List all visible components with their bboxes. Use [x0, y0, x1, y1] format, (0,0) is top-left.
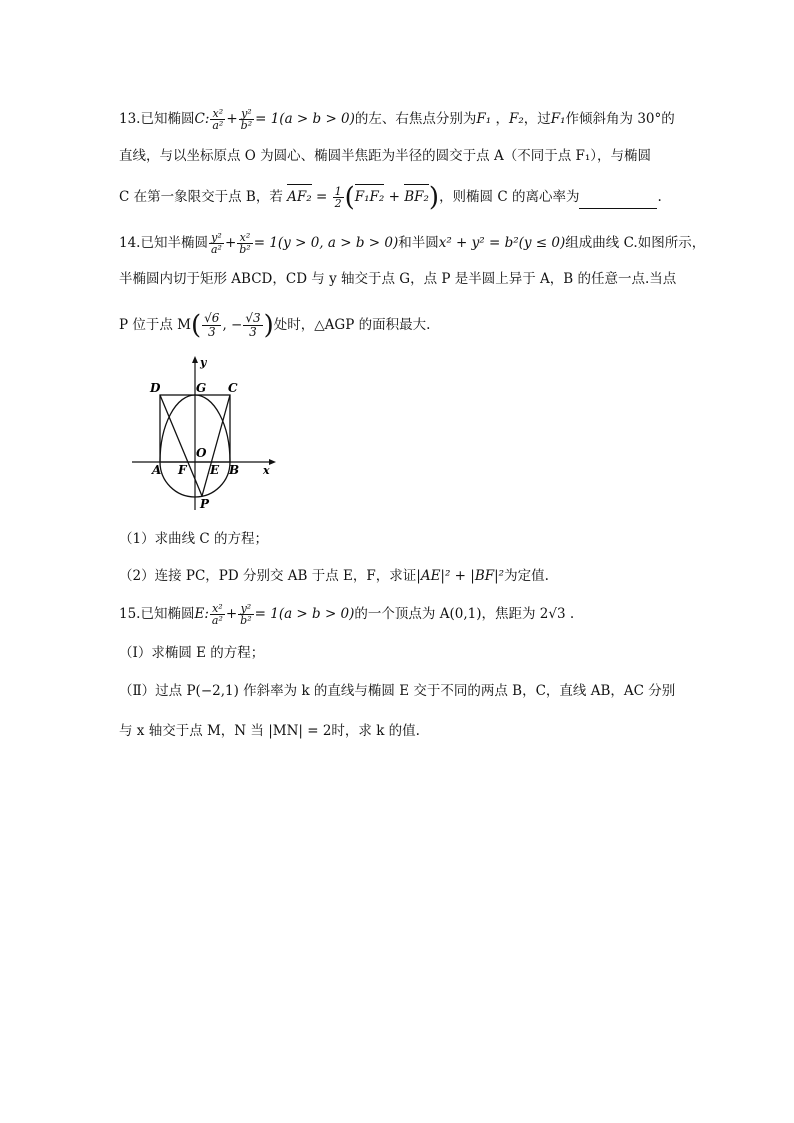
f1-label: F₁	[476, 111, 492, 127]
q13-text: ，过	[523, 111, 551, 127]
q15-sub2-line2: 与 x 轴交于点 M，N 当 |MN| = 2时，求 k 的值.	[119, 723, 420, 739]
q14-line2: 半椭圆内切于矩形 ABCD，CD 与 y 轴交于点 G，点 P 是半圆上异于 A，B 的任意一点.当点	[119, 271, 677, 287]
q13-line2: 直线，与以坐标原点 O 为圆心、椭圆半焦距为半径的圆交于点 A（不同于点 F₁），与椭圆	[119, 148, 652, 164]
label-a: A	[152, 463, 162, 477]
label-y: y	[200, 356, 207, 369]
frac-sqrt3-3: $\frac{√3}{3}$	[245, 311, 261, 339]
q14-text: 为定值.	[504, 568, 549, 584]
q13-text: .	[657, 189, 662, 205]
q15-sub1: （Ⅰ）求椭圆 E 的方程；	[119, 645, 265, 661]
equals: =	[315, 189, 328, 205]
frac-y2-a2: $\frac{\text{y²}}{\text{a²}}$	[210, 231, 222, 256]
q14-text: （2）连接 PC，PD 分别交 AB 于点 E，F，求证	[119, 568, 417, 584]
vec-af2: AF₂	[287, 189, 312, 205]
label-b: B	[229, 463, 240, 477]
label-p: P	[200, 497, 210, 511]
label-d: D	[150, 381, 161, 395]
plus: +	[388, 189, 400, 205]
q14-text: 和半圆	[398, 235, 439, 251]
label-e: E	[210, 463, 220, 477]
q14-text: P 位于点 M	[119, 317, 191, 333]
q13-text: 的左、右焦点分别为	[354, 111, 477, 127]
q14-text: 处时，△AGP 的面积最大.	[273, 317, 431, 333]
q14-line1: 14.已知半椭圆 $\frac{\text{y²}}{\text{a²}}$ + $\frac{\text{x²}}{\text{b²}}$ = 1(y > 0, a > b > 0)和半圆x² + y² = b²(y ≤ 0)组成曲线 C.如图所示，	[119, 231, 706, 256]
q15-line1: 15.已知椭圆E: $\frac{\text{x²}}{\text{a²}}$ + $\frac{\text{y²}}{\text{b²}}$ = 1(a > b > 0)的一个顶点为 A(0,1)，焦距为 2√3 .	[119, 602, 575, 627]
condition: = 1(y > 0, a > b > 0)	[253, 235, 399, 251]
ellipse-c-label: C:	[194, 111, 210, 127]
q15-text: 的一个顶点为 A(0,1)，焦距为 2√3 .	[354, 606, 575, 622]
q14-text: 组成曲线 C.如图所示，	[565, 235, 706, 251]
answer-blank[interactable]	[579, 194, 657, 209]
label-g: G	[196, 381, 207, 395]
q13-line3: C 在第一象限交于点 B，若 AF₂ = $\frac{1}{2}$ (F₁F₂ + BF₂)，则椭圆 C 的离心率为 .	[119, 182, 662, 213]
condition: = 1(a > b > 0)	[255, 111, 355, 127]
semicircle-eq: x² + y² = b²(y ≤ 0)	[438, 235, 566, 251]
frac-x2-a2: $\frac{\text{x²}}{\text{a²}}$	[212, 107, 224, 132]
vec-f1f2: F₁F₂	[354, 189, 385, 205]
q14-line3: P 位于点 M( $\frac{√6}{3}$ , − $\frac{√3}{3}$ )处时，△AGP 的面积最大.	[119, 310, 431, 341]
condition: = 1(a > b > 0)	[254, 606, 355, 622]
label-c: C	[228, 381, 238, 395]
frac-y2-b2-e: $\frac{\text{y²}}{\text{b²}}$	[240, 602, 252, 627]
frac-x2-b2: $\frac{\text{x²}}{\text{b²}}$	[239, 231, 251, 256]
q13-text: C 在第一象限交于点 B，若	[119, 189, 283, 205]
ae-bf-expression: |AE|² + |BF|²	[416, 568, 505, 584]
figure-ellipse-rectangle	[130, 350, 280, 515]
label-o: O	[196, 446, 207, 460]
label-f: F	[178, 463, 187, 477]
f2-label: F₂	[508, 111, 524, 127]
x-axis-arrow	[269, 459, 276, 465]
f1-label: F₁	[550, 111, 566, 127]
comma-minus: , −	[222, 317, 243, 333]
q13-text: ，则椭圆 C 的离心率为	[439, 189, 580, 205]
q15-text: 15.已知椭圆	[119, 606, 195, 622]
q14-text: 14.已知半椭圆	[119, 235, 208, 251]
frac-x2-a2-e: $\frac{\text{x²}}{\text{a²}}$	[211, 602, 223, 627]
label-x: x	[263, 464, 270, 477]
frac-sqrt6-3: $\frac{√6}{3}$	[204, 311, 220, 339]
ellipse-e-label: E:	[194, 606, 209, 622]
frac-y2-b2: $\frac{\text{y²}}{\text{b²}}$	[240, 107, 253, 132]
frac-one-half: $\frac{1}{2}$	[334, 185, 342, 210]
q15-sub2-line1: （Ⅱ）过点 P(−2,1) 作斜率为 k 的直线与椭圆 E 交于不同的两点 B，C，直线 AB，AC 分别	[119, 683, 676, 699]
q13-text: 13.已知椭圆	[119, 111, 195, 127]
q14-sub1: （1）求曲线 C 的方程；	[119, 531, 269, 547]
vec-bf2: BF₂	[404, 189, 429, 205]
q13-line1: 13.已知椭圆C: $\frac{\text{x²}}{\text{a²}}$ + $\frac{\text{y²}}{\text{b²}}$ = 1(a > b > 0)的左、右焦点分别为F₁ ，F₂，过F₁作倾斜角为 30°的	[119, 107, 675, 132]
q14-sub2	[119, 566, 549, 586]
q13-text: 作倾斜角为 30°的	[565, 111, 675, 127]
y-axis-arrow	[192, 356, 198, 363]
